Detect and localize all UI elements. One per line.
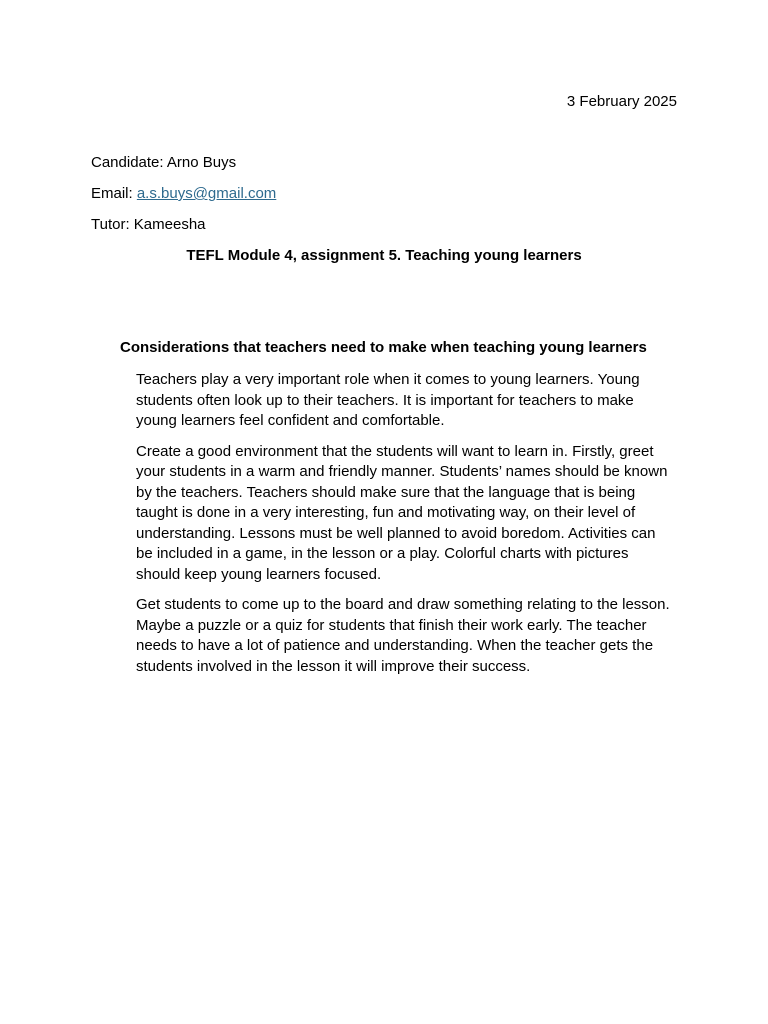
document-title: TEFL Module 4, assignment 5. Teaching young learners xyxy=(186,247,582,264)
body-text xyxy=(136,370,676,687)
email-link[interactable]: a.s.buys@gmail.com xyxy=(136,185,277,202)
candidate-line: Candidate: Arno Buys xyxy=(91,154,237,171)
paragraph: Create a good environment that the students will want to learn in. Firstly, greet your students in a warm and friendly manner. Students’ names should be known by the teachers. Teachers should make sure that the language that is being taught is done in a very interesting, fun and motivating way, on their level of understanding. Lessons must be well planned to avoid boredom. Activities can be included in a game, in the lesson or a play. Colorful charts with pictures should keep young learners focused. xyxy=(136,442,668,583)
paragraph: Teachers play a very important role when it comes to young learners. Young students often look up to their teachers. It is important for teachers to make young learners feel confident and comfortable. xyxy=(136,371,640,429)
email-label: Email: xyxy=(91,185,137,202)
paragraph: Get students to come up to the board and draw something relating to the lesson. Maybe a puzzle or a quiz for students that finish their work early. The teacher needs to have a lot of patience and understanding. When the teacher gets the students involved in the lesson it will improve their success. xyxy=(136,596,670,675)
document-date: 3 February 2025 xyxy=(566,93,677,110)
section-heading: Considerations that teachers need to make when teaching young learners xyxy=(120,339,647,356)
tutor-line: Tutor: Kameesha xyxy=(91,216,206,233)
email-line xyxy=(91,185,276,203)
